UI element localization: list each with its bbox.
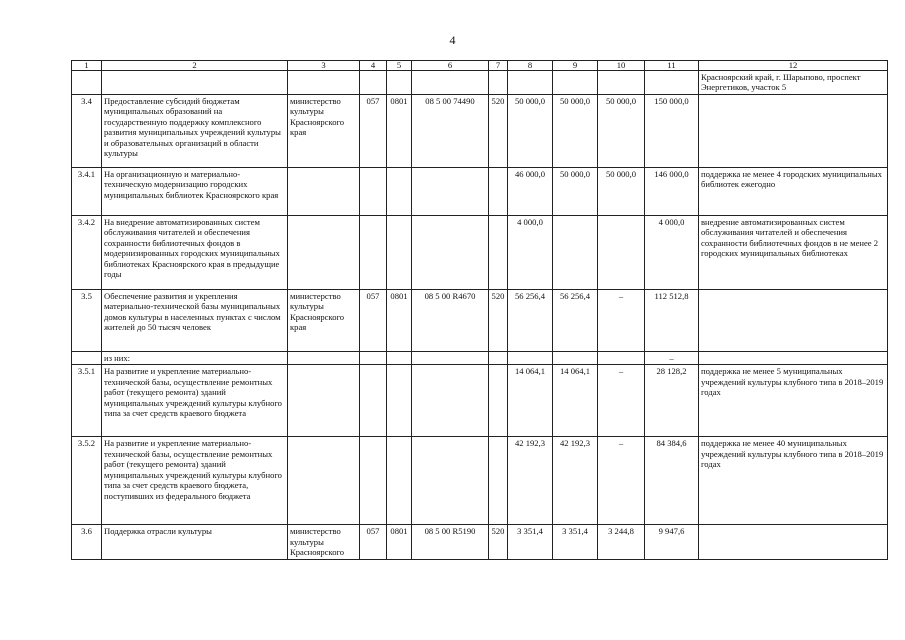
table-row bbox=[72, 437, 888, 525]
amount-year1: 46 000,0 bbox=[508, 168, 553, 216]
amount-year2 bbox=[553, 71, 598, 95]
gp-code bbox=[360, 352, 387, 365]
gp-code bbox=[360, 365, 387, 437]
target-item-code bbox=[412, 216, 489, 290]
gp-code bbox=[360, 168, 387, 216]
column-number-row bbox=[72, 61, 888, 71]
amount-year2 bbox=[553, 352, 598, 365]
expected-result bbox=[699, 95, 888, 168]
target-item-code: 08 5 00 74490 bbox=[412, 95, 489, 168]
expense-type-code bbox=[489, 71, 508, 95]
table-row bbox=[72, 352, 888, 365]
section-code bbox=[387, 352, 412, 365]
amount-year3: 3 244,8 bbox=[598, 525, 645, 559]
amount-total: 150 000,0 bbox=[645, 95, 699, 168]
expense-type-code bbox=[489, 216, 508, 290]
gp-code bbox=[360, 437, 387, 525]
target-item-code: 08 5 00 R4670 bbox=[412, 290, 489, 352]
target-item-code bbox=[412, 71, 489, 95]
amount-year3: – bbox=[598, 290, 645, 352]
amount-total: 146 000,0 bbox=[645, 168, 699, 216]
gp-code: 057 bbox=[360, 95, 387, 168]
item-number: 3.5.2 bbox=[72, 437, 102, 525]
column-header: 8 bbox=[508, 61, 553, 71]
column-header: 1 bbox=[72, 61, 102, 71]
column-header: 6 bbox=[412, 61, 489, 71]
table-row bbox=[72, 95, 888, 168]
expected-result: внедрение автоматизированных систем обслуживания читателей и обеспечения сохранности библиотечных фондов в не менее 2 городских муниципальных библиотеках bbox=[699, 216, 888, 290]
amount-total: 9 947,6 bbox=[645, 525, 699, 559]
amount-year1 bbox=[508, 71, 553, 95]
item-number: 3.4.1 bbox=[72, 168, 102, 216]
responsible-body bbox=[288, 365, 360, 437]
expense-type-code: 520 bbox=[489, 95, 508, 168]
responsible-body bbox=[288, 216, 360, 290]
expense-type-code bbox=[489, 437, 508, 525]
expense-type-code bbox=[489, 168, 508, 216]
amount-total: 4 000,0 bbox=[645, 216, 699, 290]
item-number: 3.5 bbox=[72, 290, 102, 352]
expense-type-code: 520 bbox=[489, 525, 508, 559]
section-code bbox=[387, 437, 412, 525]
target-item-code bbox=[412, 168, 489, 216]
responsible-body bbox=[288, 437, 360, 525]
amount-year1: 56 256,4 bbox=[508, 290, 553, 352]
expected-result bbox=[699, 290, 888, 352]
amount-year1 bbox=[508, 352, 553, 365]
gp-code bbox=[360, 216, 387, 290]
item-number bbox=[72, 71, 102, 95]
gp-code: 057 bbox=[360, 525, 387, 559]
table-row bbox=[72, 525, 888, 559]
amount-year3: 50 000,0 bbox=[598, 168, 645, 216]
section-code bbox=[387, 216, 412, 290]
amount-year3: – bbox=[598, 365, 645, 437]
amount-total: 28 128,2 bbox=[645, 365, 699, 437]
section-code: 0801 bbox=[387, 525, 412, 559]
section-code bbox=[387, 71, 412, 95]
responsible-body: министерство культуры Красноярского края bbox=[288, 95, 360, 168]
item-description: Поддержка отрасли культуры bbox=[102, 525, 288, 559]
expected-result bbox=[699, 525, 888, 559]
item-number: 3.4.2 bbox=[72, 216, 102, 290]
table-row bbox=[72, 216, 888, 290]
column-header: 9 bbox=[553, 61, 598, 71]
amount-year2 bbox=[553, 216, 598, 290]
column-header: 3 bbox=[288, 61, 360, 71]
column-header: 2 bbox=[102, 61, 288, 71]
column-header: 4 bbox=[360, 61, 387, 71]
amount-year2: 14 064,1 bbox=[553, 365, 598, 437]
amount-total: – bbox=[645, 352, 699, 365]
section-code bbox=[387, 168, 412, 216]
item-description: На развитие и укрепление материально-технической базы, осуществление ремонтных работ (текущего ремонта) зданий муниципальных учреждений культуры клубного типа за счет средств краевого бюджета, поступивших из федерального бюджета bbox=[102, 437, 288, 525]
responsible-body bbox=[288, 352, 360, 365]
amount-year1: 14 064,1 bbox=[508, 365, 553, 437]
item-description: из них: bbox=[102, 352, 288, 365]
gp-code: 057 bbox=[360, 290, 387, 352]
amount-total: 84 384,6 bbox=[645, 437, 699, 525]
amount-year2: 56 256,4 bbox=[553, 290, 598, 352]
expense-type-code: 520 bbox=[489, 290, 508, 352]
section-code: 0801 bbox=[387, 95, 412, 168]
item-description: Предоставление субсидий бюджетам муниципальных образований на государственную поддержку комплексного развития муниципальных учреждений культуры и образовательных организаций в области культуры bbox=[102, 95, 288, 168]
responsible-body: министерство культуры Красноярского bbox=[288, 525, 360, 559]
responsible-body: министерство культуры Красноярского края bbox=[288, 290, 360, 352]
amount-year1: 3 351,4 bbox=[508, 525, 553, 559]
page-number: 4 bbox=[449, 33, 456, 47]
column-header: 5 bbox=[387, 61, 412, 71]
target-item-code bbox=[412, 352, 489, 365]
amount-year3: 50 000,0 bbox=[598, 95, 645, 168]
target-item-code bbox=[412, 437, 489, 525]
item-description: На развитие и укрепление материально-технической базы, осуществление ремонтных работ (текущего ремонта) зданий муниципальных учреждений культуры клубного типа за счет средств краевого бюджета bbox=[102, 365, 288, 437]
item-number bbox=[72, 352, 102, 365]
amount-year3: – bbox=[598, 437, 645, 525]
amount-total: 112 512,8 bbox=[645, 290, 699, 352]
item-number: 3.5.1 bbox=[72, 365, 102, 437]
amount-year2: 50 000,0 bbox=[553, 95, 598, 168]
column-header: 10 bbox=[598, 61, 645, 71]
amount-year1: 4 000,0 bbox=[508, 216, 553, 290]
table-row bbox=[72, 71, 888, 95]
amount-year2: 50 000,0 bbox=[553, 168, 598, 216]
item-description: На организационную и материально-техническую модернизацию городских муниципальных библиотек Красноярского края bbox=[102, 168, 288, 216]
expected-result: поддержка не менее 4 городских муниципальных библиотек ежегодно bbox=[699, 168, 888, 216]
column-header: 11 bbox=[645, 61, 699, 71]
expected-result: поддержка не менее 40 муниципальных учреждений культуры клубного типа в 2018–2019 годах bbox=[699, 437, 888, 525]
amount-year2: 42 192,3 bbox=[553, 437, 598, 525]
amount-year3 bbox=[598, 352, 645, 365]
table-row bbox=[72, 168, 888, 216]
column-header: 12 bbox=[699, 61, 888, 71]
table-row bbox=[72, 365, 888, 437]
item-description bbox=[102, 71, 288, 95]
target-item-code bbox=[412, 365, 489, 437]
item-number: 3.6 bbox=[72, 525, 102, 559]
target-item-code: 08 5 00 R5190 bbox=[412, 525, 489, 559]
column-header: 7 bbox=[489, 61, 508, 71]
amount-year2: 3 351,4 bbox=[553, 525, 598, 559]
responsible-body bbox=[288, 168, 360, 216]
section-code bbox=[387, 365, 412, 437]
expected-result: поддержка не менее 5 муниципальных учреждений культуры клубного типа в 2018–2019 годах bbox=[699, 365, 888, 437]
expected-result bbox=[699, 352, 888, 365]
amount-total bbox=[645, 71, 699, 95]
responsible-body bbox=[288, 71, 360, 95]
section-code: 0801 bbox=[387, 290, 412, 352]
amount-year3 bbox=[598, 216, 645, 290]
amount-year1: 50 000,0 bbox=[508, 95, 553, 168]
gp-code bbox=[360, 71, 387, 95]
expected-result: Красноярский край, г. Шарыпово, проспект Энергетиков, участок 5 bbox=[699, 71, 888, 95]
item-number: 3.4 bbox=[72, 95, 102, 168]
item-description: Обеспечение развития и укрепления материально-технической базы муниципальных домов культуры в населенных пунктах с числом жителей до 50 тысяч человек bbox=[102, 290, 288, 352]
amount-year3 bbox=[598, 71, 645, 95]
amount-year1: 42 192,3 bbox=[508, 437, 553, 525]
expense-type-code bbox=[489, 365, 508, 437]
table-row bbox=[72, 290, 888, 352]
item-description: На внедрение автоматизированных систем обслуживания читателей и обеспечения сохранности библиотечных фондов в модернизированных городских муниципальных библиотеках Красноярского края в предыдущие годы bbox=[102, 216, 288, 290]
program-table bbox=[71, 60, 888, 560]
expense-type-code bbox=[489, 352, 508, 365]
